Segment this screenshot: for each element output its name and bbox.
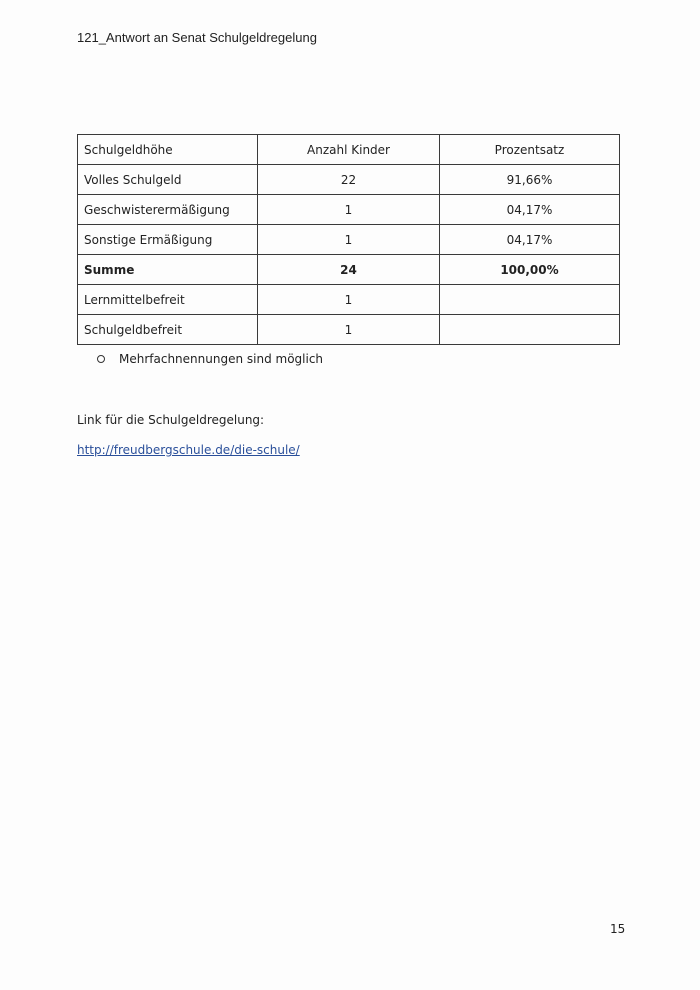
row-count: 22 (258, 165, 440, 195)
row-count: 1 (258, 195, 440, 225)
row-count: 1 (258, 285, 440, 315)
table-row (78, 225, 620, 255)
row-label: Summe (78, 255, 258, 285)
school-fee-link[interactable]: http://freudbergschule.de/die-schule/ (77, 443, 300, 457)
row-count: 1 (258, 315, 440, 345)
row-percent: 04,17% (440, 225, 620, 255)
bullet-note-text: Mehrfachnennungen sind möglich (119, 352, 324, 366)
document-header: 121_Antwort an Senat Schulgeldregelung (77, 30, 317, 45)
row-label: Sonstige Ermäßigung (78, 225, 258, 255)
row-percent (440, 285, 620, 315)
row-percent: 100,00% (440, 255, 620, 285)
row-label: Schulgeldbefreit (78, 315, 258, 345)
row-percent (440, 315, 620, 345)
table-row (78, 315, 620, 345)
page-number: 15 (610, 922, 626, 936)
column-header-child-count: Anzahl Kinder (258, 135, 440, 165)
link-label: Link für die Schulgeldregelung: (77, 413, 265, 427)
table-header-row (78, 135, 620, 165)
row-percent: 91,66% (440, 165, 620, 195)
table-row (78, 165, 620, 195)
row-label: Geschwisterermäßigung (78, 195, 258, 225)
table-row (78, 195, 620, 225)
table-row-total (78, 255, 620, 285)
row-count: 24 (258, 255, 440, 285)
row-label: Volles Schulgeld (78, 165, 258, 195)
bullet-note (97, 352, 323, 366)
table-row (78, 285, 620, 315)
row-percent: 04,17% (440, 195, 620, 225)
column-header-percentage: Prozentsatz (440, 135, 620, 165)
row-label: Lernmittelbefreit (78, 285, 258, 315)
fee-table (77, 134, 620, 345)
bullet-icon (97, 355, 105, 363)
column-header-fee-level: Schulgeldhöhe (78, 135, 258, 165)
row-count: 1 (258, 225, 440, 255)
